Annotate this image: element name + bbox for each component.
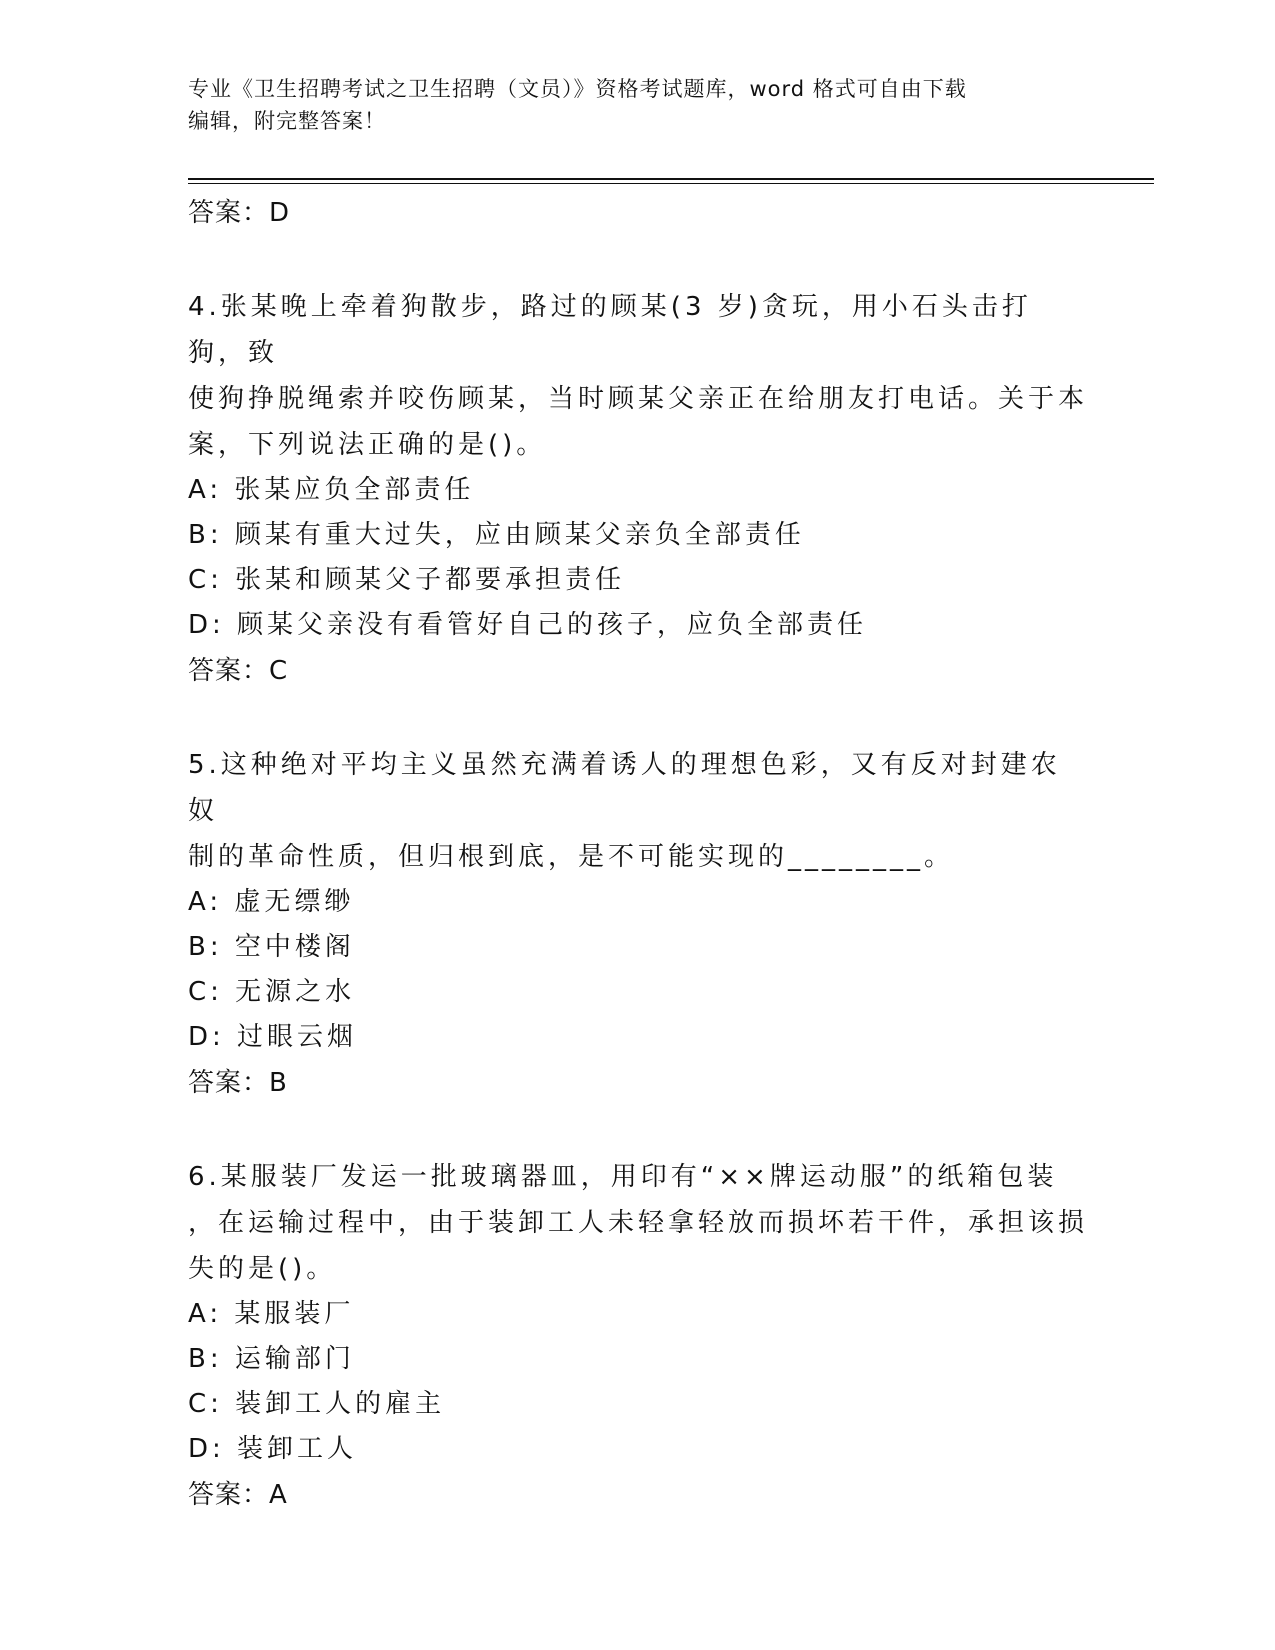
page-header [188,73,1068,137]
option-d: D: 过眼云烟 [188,1022,358,1052]
header-line-2: 编辑，附完整答案！ [188,109,386,133]
answer-line: 答案：A [188,1480,288,1510]
option-b: B: 空中楼阁 [188,932,355,962]
spacer [188,694,1088,742]
spacer [188,236,1088,284]
option-d: D: 顾某父亲没有看管好自己的孩子，应负全部责任 [188,610,868,640]
header-line-1: 专业《卫生招聘考试之卫生招聘（文员）》资格考试题库，word 格式可自由下载 [188,77,967,101]
question-block [188,284,1088,694]
option-a: A: 虚无缥缈 [188,887,355,917]
option-c: C: 无源之水 [188,977,356,1007]
option-d: D: 装卸工人 [188,1434,358,1464]
option-a: A: 某服装厂 [188,1299,355,1329]
answer-line: 答案：B [188,1068,288,1098]
answer-line: 答案：D [188,198,291,228]
option-c: C: 装卸工人的雇主 [188,1389,446,1419]
question-line: 案，下列说法正确的是()。 [188,430,547,460]
question-line: 制的革命性质，但归根到底，是不可能实现的________。 [188,842,955,872]
question-line: 失的是()。 [188,1254,337,1284]
header-rule-thick [188,178,1154,180]
option-b: B: 运输部门 [188,1344,355,1374]
question-line: ，在运输过程中，由于装卸工人未轻拿轻放而损坏若干件，承担该损 [188,1208,1089,1238]
question-list [188,190,1088,1518]
question-block [188,742,1088,1106]
option-a: A: 张某应负全部责任 [188,475,475,505]
question-line: 使狗挣脱绳索并咬伤顾某，当时顾某父亲正在给朋友打电话。关于本 [188,384,1089,414]
question-line: 4.张某晚上牵着狗散步，路过的顾某(3 岁)贪玩，用小石头击打狗，致 [188,292,1032,368]
option-b: B: 顾某有重大过失，应由顾某父亲负全部责任 [188,520,805,550]
spacer [188,1106,1088,1154]
header-rule-thin [188,183,1154,184]
question-block [188,1154,1088,1518]
option-c: C: 张某和顾某父子都要承担责任 [188,565,626,595]
question-line: 6.某服装厂发运一批玻璃器皿，用印有“××牌运动服”的纸箱包装 [188,1162,1058,1192]
answer-line: 答案：C [188,656,289,686]
question-line: 5.这种绝对平均主义虽然充满着诱人的理想色彩，又有反对封建农奴 [188,750,1061,826]
